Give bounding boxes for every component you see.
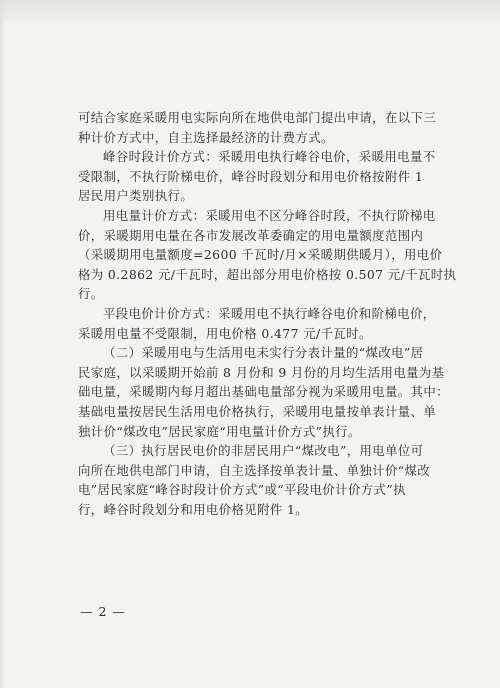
text-line: 平段电价计价方式：采暖用电不执行峰谷电价和阶梯电价， bbox=[103, 305, 436, 321]
text-line: （二）采暖用电与生活用电未实行分表计量的“煤改电”居 bbox=[103, 345, 424, 361]
text-line: 受限制，不执行阶梯电价，峰谷时段划分和用电价格按附件 1 bbox=[78, 168, 424, 184]
text-line: 独计价“煤改电”居民家庭“用电量计价方式”执行。 bbox=[78, 423, 361, 439]
text-line: 峰谷时段计价方式：采暖用电执行峰谷电价，采暖用电量不 bbox=[103, 149, 436, 165]
text-line: 行，峰谷时段划分和用电价格见附件 1。 bbox=[78, 501, 309, 517]
text-line: 基础电量按居民生活用电价格执行，采暖用电量按单表计量、单 bbox=[78, 403, 437, 419]
text-line: 可结合家庭采暖用电实际向所在地供电部门提出申请，在以下三 bbox=[78, 110, 437, 125]
scan-top-edge bbox=[0, 0, 500, 22]
text-line: 用电量计价方式：采暖用电不区分峰谷时段，不执行阶梯电 bbox=[103, 207, 436, 223]
text-line: 电”居民家庭“峰谷时段计价方式”或“平段电价计价方式”执 bbox=[78, 482, 406, 498]
text-line: 础电量，采暖期内每月超出基础电量部分视为采暖用电量。其中： bbox=[78, 384, 449, 400]
text-line: 格为 0.2862 元/千瓦时，超出部分用电价格按 0.507 元/千瓦时执 bbox=[78, 266, 457, 282]
text-line: 种计价方式中，自主选择最经济的计费方式。 bbox=[78, 129, 334, 145]
text-line: 居民用户类别执行。 bbox=[78, 188, 194, 204]
text-line: 价，采暖期用电量在各市发展改革委确定的用电量额度范围内 bbox=[78, 227, 424, 243]
text-line: 民家庭，以采暖期开始前 8 月份和 9 月份的月均生活用电量为基 bbox=[78, 364, 445, 380]
text-line: 采暖用电量不受限制，用电价格 0.477 元/千瓦时。 bbox=[78, 325, 372, 341]
body-text bbox=[78, 108, 457, 519]
text-line: （采暖期用电量额度=2600 千瓦时/月×采暖期供暖月），用电价 bbox=[78, 247, 443, 263]
text-line: （三）执行居民电价的非居民用户“煤改电”，用电单位可 bbox=[103, 443, 424, 459]
page-number: — 2 — bbox=[80, 604, 126, 619]
text-line: 向所在地供电部门申请，自主选择按单表计量、单独计价“煤改 bbox=[78, 462, 431, 478]
text-line: 行。 bbox=[78, 286, 104, 302]
scan-left-edge bbox=[0, 0, 6, 688]
